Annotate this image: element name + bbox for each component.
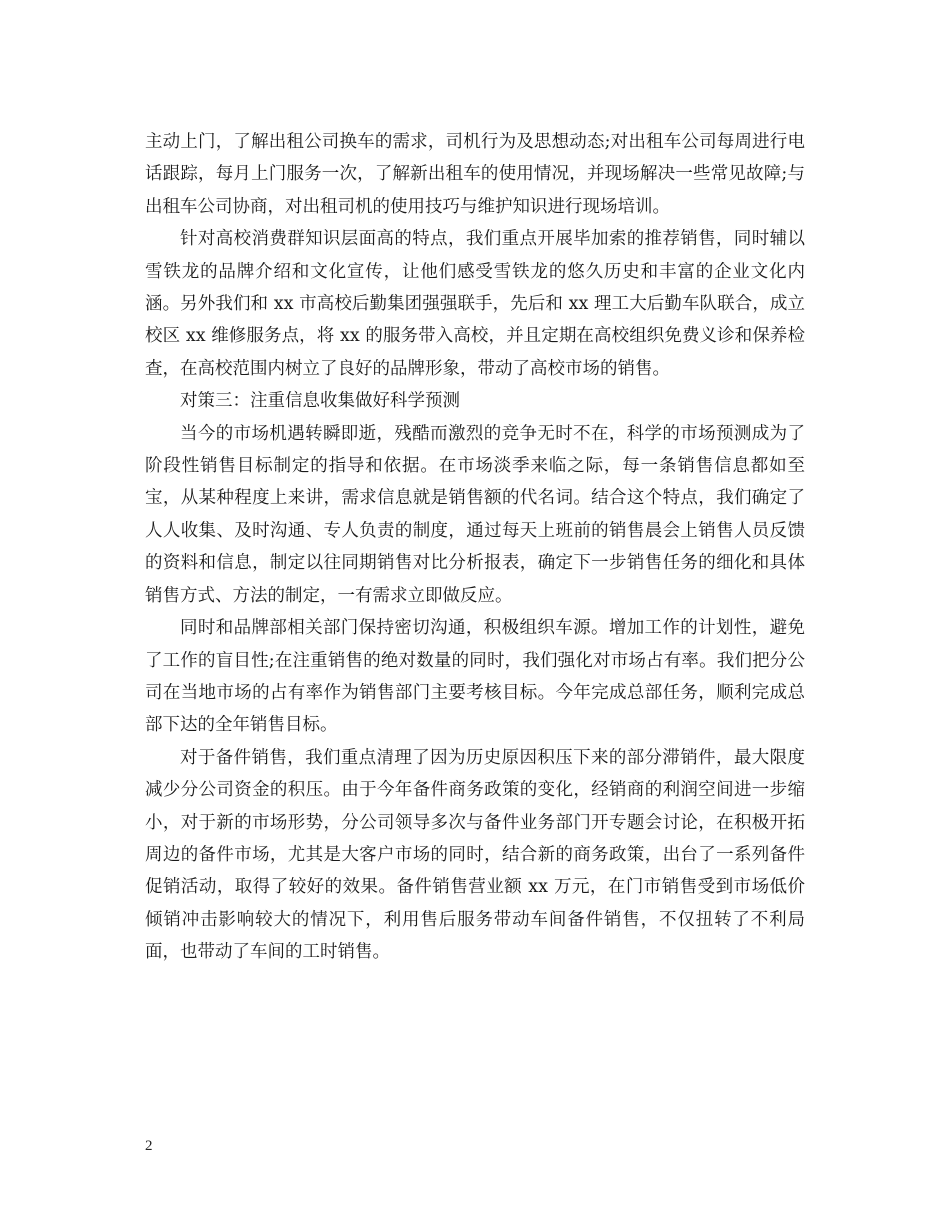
section-heading: 对策三：注重信息收集做好科学预测 (180, 391, 460, 412)
paragraph-3: 当今的市场机遇转瞬即逝，残酷而激烈的竞争无时不在，科学的市场预测成为了阶段性销售目标制定的指导和依据。在市场淡季来临之际，每一条销售信息都如至宝，从某种程度上来讲，需求信息就是销售额的代名词。结合这个特点，我们确定了人人收集、及时沟通、专人负责的制度，通过每天上班前的销售晨会上销售人员反馈的资料和信息，制定以往同期销售对比分析报表，确定下一步销售任务的细化和具体销售方式、方法的制定，一有需求立即做反应。 (145, 423, 805, 606)
page-number: 2 (145, 1138, 153, 1154)
paragraph-1: 主动上门，了解出租公司换车的需求，司机行为及思想动态;对出租车公司每周进行电话跟踪，每月上门服务一次，了解新出租车的使用情况，并现场解决一些常见故障;与出租车公司协商，对出租司机的使用技巧与维护知识进行现场培训。 (145, 132, 805, 217)
document-body (145, 126, 805, 969)
paragraph-4: 同时和品牌部相关部门保持密切沟通，积极组织车源。增加工作的计划性，避免了工作的盲目性;在注重销售的绝对数量的同时，我们强化对市场占有率。我们把分公司在当地市场的占有率作为销售部门主要考核目标。今年完成总部任务，顺利完成总部下达的全年销售目标。 (145, 618, 805, 736)
paragraph-2: 针对高校消费群知识层面高的特点，我们重点开展毕加索的推荐销售，同时辅以雪铁龙的品牌介绍和文化宣传，让他们感受雪铁龙的悠久历史和丰富的企业文化内涵。另外我们和 xx 市高校后勤集团强强联手，先后和 xx 理工大后勤车队联合，成立校区 xx 维修服务点，将 xx 的服务带入高校，并且定期在高校组织免费义诊和保养检查，在高校范围内树立了良好的品牌形象，带动了高校市场的销售。 (145, 229, 805, 379)
paragraph-5: 对于备件销售，我们重点清理了因为历史原因积压下来的部分滞销件，最大限度减少分公司资金的积压。由于今年备件商务政策的变化，经销商的利润空间进一步缩小，对于新的市场形势，分公司领导多次与备件业务部门开专题会讨论，在积极开拓周边的备件市场，尤其是大客户市场的同时，结合新的商务政策，出台了一系列备件促销活动，取得了较好的效果。备件销售营业额 xx 万元，在门市销售受到市场低价倾销冲击影响较大的情况下，利用售后服务带动车间备件销售，不仅扭转了不利局面，也带动了车间的工时销售。 (145, 747, 805, 963)
